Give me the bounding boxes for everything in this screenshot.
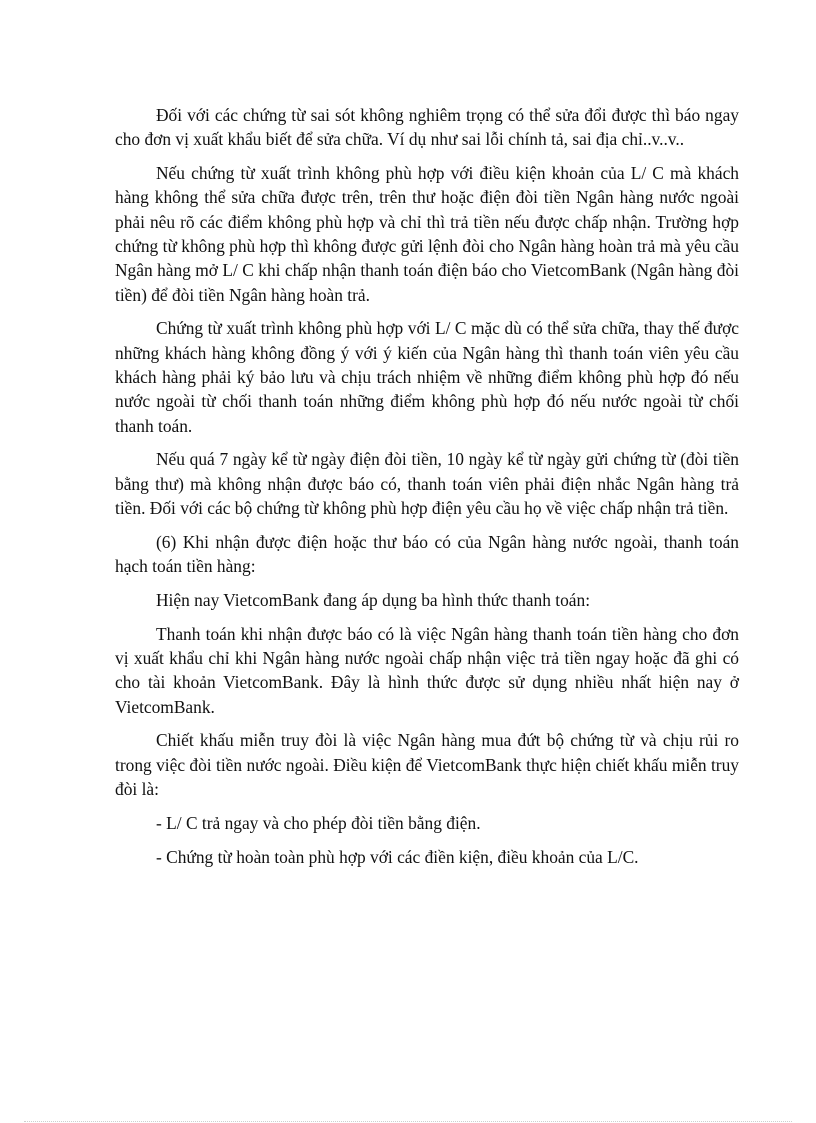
page-bottom-divider xyxy=(24,1121,792,1122)
list-item-1: - L/ C trả ngay và cho phép đòi tiền bằng điện. xyxy=(156,812,481,833)
paragraph-4: Nếu quá 7 ngày kể từ ngày điện đòi tiền, 10 ngày kể từ ngày gửi chứng từ (đòi tiền bằng thư) mà không nhận được báo có, thanh toán viên phải điện nhắc Ngân hàng trả tiền. Đối với các bộ chứng từ không phù hợp điện yêu cầu họ về việc chấp nhận trả tiền. xyxy=(115,449,739,518)
paragraph-6: Hiện nay VietcomBank đang áp dụng ba hình thức thanh toán: xyxy=(156,589,591,610)
list-item-2: - Chứng từ hoàn toàn phù hợp với các điền kiện, điều khoản của L/C. xyxy=(156,846,639,867)
paragraph-7: Thanh toán khi nhận được báo có là việc Ngân hàng thanh toán tiền hàng cho đơn vị xuất khẩu chỉ khi Ngân hàng nước ngoài chấp nhận việc trả tiền ngay hoặc đã ghi có cho tài khoản VietcomBank. Đây là hình thức được sử dụng nhiều nhất hiện nay ở VietcomBank. xyxy=(115,623,739,717)
paragraph-3: Chứng từ xuất trình không phù hợp với L/ C mặc dù có thể sửa chữa, thay thế được những khách hàng không đồng ý với ý kiến của Ngân hàng thì thanh toán viên yêu cầu khách hàng phải ký bảo lưu và chịu trách nhiệm về những điểm không phù hợp đó nếu nước ngoài từ chối thanh toán những điểm không phù hợp đó nếu nước ngoài từ chối thanh toán. xyxy=(115,318,739,436)
document-body xyxy=(115,103,739,878)
paragraph-1: Đối với các chứng từ sai sót không nghiêm trọng có thể sửa đổi được thì báo ngay cho đơn vị xuất khẩu biết để sửa chữa. Ví dụ như sai lỗi chính tả, sai địa chỉ..v..v.. xyxy=(115,105,739,150)
paragraph-8: Chiết khấu miễn truy đòi là việc Ngân hàng mua đứt bộ chứng từ và chịu rủi ro trong việc đòi tiền nước ngoài. Điều kiện để VietcomBank thực hiện chiết khấu miễn truy đòi là: xyxy=(115,730,739,799)
paragraph-2: Nếu chứng từ xuất trình không phù hợp với điều kiện khoản của L/ C mà khách hàng không thể sửa chữa được trên, trên thư hoặc điện đòi tiền Ngân hàng nước ngoài phải nêu rõ các điểm không phù hợp và chỉ thì trả tiền nếu được chấp nhận. Trường hợp chứng từ không phù hợp thì không được gửi lệnh đòi cho Ngân hàng hoàn trả mà yêu cầu Ngân hàng mở L/ C khi chấp nhận thanh toán điện báo cho VietcomBank (Ngân hàng đòi tiền) để đòi tiền Ngân hàng hoàn trả. xyxy=(115,163,739,305)
paragraph-5: (6) Khi nhận được điện hoặc thư báo có của Ngân hàng nước ngoài, thanh toán hạch toán tiền hàng: xyxy=(115,531,739,577)
